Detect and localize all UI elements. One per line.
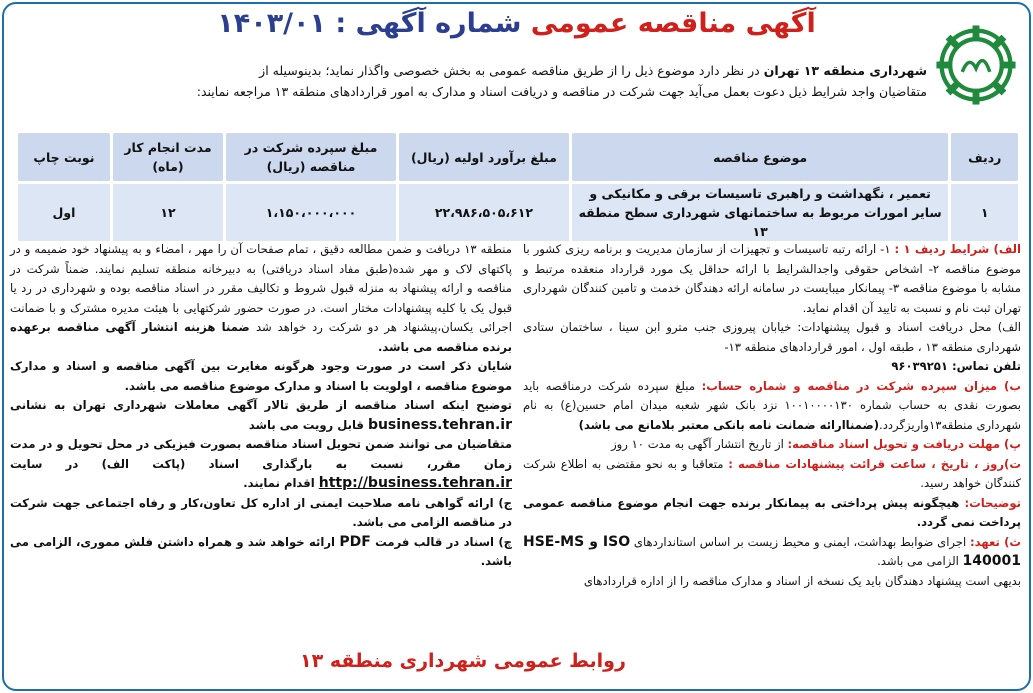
condition-p (523, 435, 1021, 455)
header-print-round: نوبت چاپ (18, 133, 110, 181)
condition-b (523, 377, 1021, 436)
portal-text: توضیح اینکه اسناد مناقصه از طریق تالار آگهی معاملات شهرداری تهران به نشانی (10, 398, 512, 412)
organization-name: شهرداری منطقه ۱۳ تهران (763, 63, 927, 78)
condition-b-text: مبلغ سپرده شرکت درمناقصه باید بصورت نقدی به حساب شماره ۱۰۰۱۰۰۰۰۱۳۰ نزد بانک شهر شعبه میدان امام حسین(ع) به نام شهرداری منطقه۱۳واریزگردد. (523, 378, 1021, 432)
subject-line-1: تعمیر ، نگهداشت و راهبری تاسیسات برقی و مکانیکی و (589, 186, 931, 201)
portal-link[interactable]: business.tehran.ir (367, 416, 512, 433)
public-relations-signature: روابط عمومی شهرداری منطقه ۱۳ (300, 650, 626, 672)
documents-portal-note (10, 396, 512, 435)
notice-number: شماره آگهی : ۱۴۰۳/۰۱ (217, 8, 522, 39)
condition-th-tail: الزامی می باشد. (877, 554, 963, 568)
condition-j: ج) ارائه گواهی نامه صلاحیت ایمنی از اداره کل تعاون،کار و رفاه اجتماعی جهت شرکت در مناقصه الزامی می باشد. (10, 495, 512, 529)
priority-note: شایان ذکر است در صورت وجود هرگونه مغایرت بین آگهی مناقصه و اسناد و مدارک موضوع مناقصه ، اولویت با اسناد و مدارک موضوع مناقصه می باشد. (10, 359, 512, 393)
subject-line-2: سایر امورات مربوط به ساختمانهای شهرداری سطح منطقه ۱۳ (578, 205, 942, 239)
table-row (18, 184, 1018, 241)
condition-ch-tail: ارائه خواهد شد و همراه داشتن فلش مموری، الزامی می باشد. (10, 534, 512, 568)
pdf-format: PDF (339, 533, 371, 550)
submission-text: منطقه ۱۳ دریافت و ضمن مطالعه دقیق ، تمام صفحات آن را مهر ، امضاء و به پیشنهاد خود ضمیمه و در پاکتهای لاک و مهر شده(طبق مفاد اسناد دریافتی) به دبیرخانه منطقه تسلیم نمایند. ضمناً شرکت در مناقصه و ارائه پیشنهاد به منزله قبول شروط و تکالیف مقرر در اسناد مناقصه بوده و شهرداری در رد یا قبول یک یا کلیه پیشنهادات مختار است. در صورت حضور شرکتهایی با هیئت مدیره مشترک و با ضمانت اجرائی یکسان،پیشنهاد هر دو شرکت رد خواهد شد (10, 242, 512, 334)
header-row-index: ردیف (951, 133, 1018, 181)
condition-p-text: از تاریخ انتشار آگهی به مدت ۱۰ روز (611, 437, 788, 451)
condition-a (523, 240, 1021, 318)
submission-paragraph (10, 240, 512, 357)
cell-subject (572, 184, 949, 241)
notice-title (110, 8, 923, 39)
condition-b-guarantee: (ضمناارائه ضمانت نامه بانکی معتبر بلامانع می باشد) (578, 417, 880, 432)
condition-ch-text: چ) اسناد در قالب فرمت (370, 534, 512, 549)
intro-paragraph (12, 60, 927, 102)
ad-cost-note: ضمنا هزینه انتشار آگهی مناقصه برعهده برنده مناقصه می باشد. (10, 320, 512, 354)
condition-a-text: ۱- ارائه رتبه تاسیسات و تجهیزات از سازمان مدیریت و برنامه ریزی کشور با موضوع مناقصه ۲- اشخاص حقوقی واجدالشرایط با ارائه حداقل یک مورد قرارداد منعقده مرتبط و مشابه با موضوع مناقصه ۳- پیمانکار میبایست در سامانه ارائه دهندگان خدمت و تامین کنندگان شهرداری تهران ثبت نام و نسبت به تایید آن اقدام نماید. (523, 242, 1021, 315)
portal-tail: قابل رویت می باشد (248, 417, 368, 432)
condition-th (523, 533, 1021, 572)
contact-phone: تلفن تماس: ۹۶۰۳۹۲۵۱ (891, 359, 1021, 373)
condition-t (523, 455, 1021, 494)
header-duration: مدت انجام کار (ماه) (113, 133, 223, 181)
notes (523, 494, 1021, 533)
upload-note (10, 435, 512, 494)
condition-th-text: اجرای ضوابط بهداشت، ایمنی و محیط زیست بر اساس استانداردهای (633, 534, 971, 549)
closing-text: بدیهی است پیشنهاد دهندگان باید یک نسخه از اسناد و مدارک مناقصه را از اداره قراردادهای (583, 573, 1021, 588)
tender-table (15, 130, 1021, 244)
upload-tail: اقدام نمایند. (243, 476, 319, 490)
condition-p-label: پ) مهلت دریافت و تحویل اسناد مناقصه: (787, 437, 1021, 451)
condition-th-label: ث) تعهد: (970, 534, 1022, 549)
condition-a-label: الف) شرایط ردیف ۱ : (894, 242, 1021, 256)
notes-label: توضیحات: (964, 495, 1021, 510)
notes-text: هیچگونه پیش پرداختی به پیمانکار برنده جهت انجام موضوع مناقصه عمومی پرداخت نمی گردد. (523, 495, 1021, 529)
header-estimate: مبلغ برآورد اولیه (ریال) (399, 133, 569, 181)
condition-b-label: ب) میزان سپرده شرکت در مناقصه و شماره حساب: (701, 378, 1021, 393)
condition-ch (10, 533, 512, 572)
cell-estimate: ۲۲،۹۸۶،۵۰۵،۶۱۲ (399, 184, 569, 241)
upload-link[interactable]: http://business.tehran.ir (318, 475, 512, 491)
header-deposit: مبلغ سپرده شرکت در مناقصه (ریال) (226, 133, 396, 181)
document-location: الف) محل دریافت اسناد و قبول پیشنهادات: خیابان پیروزی جنب مترو ابن سینا ، ساختمان ستادی شهرداری منطقه ۱۳ ، طبقه اول ، امور قراردادهای منطقه ۱۳- (523, 320, 1021, 354)
upload-text: متقاضیان می توانند ضمن تحویل اسناد مناقصه بصورت فیزیکی در محل تحویل و در مدت زمان مقرر، نسبت به بارگذاری اسناد (پاکت الف) در سایت (10, 437, 512, 471)
title-text: آگهی مناقصه عمومی (530, 8, 816, 39)
cell-print-round: اول (18, 184, 110, 241)
condition-t-text: متعاقبا و به نحو مقتضی به اطلاع شرکت کنندگان خواهد رسید. (523, 456, 1021, 490)
table-header-row (18, 133, 1018, 181)
intro-line-2: متقاضیان واجد شرایط ذیل دعوت بعمل می‌آید جهت شرکت در مناقصه و دریافت اسناد و مدارک به امور قراردادهای منطقه ۱۳ مراجعه نمایند: (196, 84, 927, 99)
header-subject: موضوع مناقصه (572, 133, 949, 181)
intro-line-1: در نظر دارد موضوع ذیل را از طریق مناقصه عمومی به بخش خصوصی واگذار نماید؛ بدینوسیله از (259, 63, 764, 78)
tehran-municipality-logo-icon (933, 22, 1019, 108)
condition-t-label: ت)روز ، تاریخ ، ساعت قرائت پیشنهادات مناقصه : (728, 456, 1021, 471)
standards: HSE-MS و ISO 140001 (523, 533, 1021, 569)
conditions-column-left (10, 240, 512, 572)
cell-row-index: ۱ (951, 184, 1018, 241)
conditions-column-right (523, 240, 1021, 591)
cell-duration: ۱۲ (113, 184, 223, 241)
cell-deposit: ۱،۱۵۰،۰۰۰،۰۰۰ (226, 184, 396, 241)
